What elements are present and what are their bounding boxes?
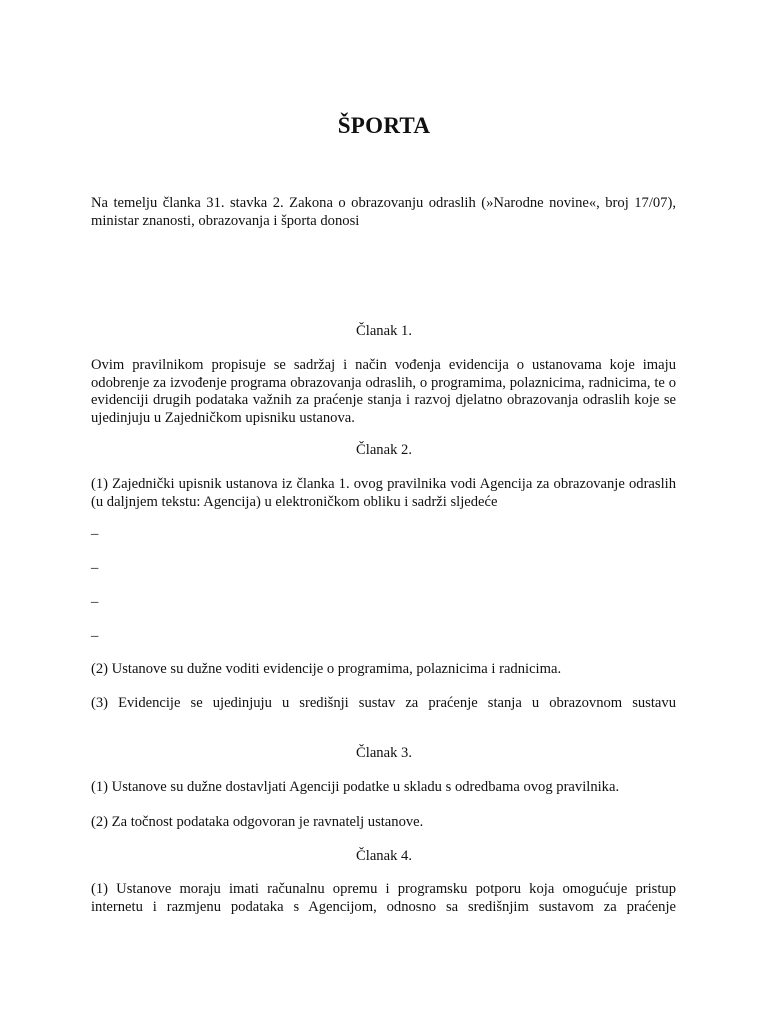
article-2-heading: Članak 2. (356, 442, 412, 458)
article-2-paragraph-3: (3) Evidencije se ujedinjuju u središnji sustav za praćenje stanja u obrazovnom sustavu (91, 695, 676, 711)
article-3-paragraph-1: (1) Ustanove su dužne dostavljati Agenciji podatke u skladu s odredbama ovog pravilnika. (91, 779, 620, 795)
list-dash: – (91, 628, 99, 644)
article-3-paragraph-2: (2) Za točnost podataka odgovoran je ravnatelj ustanove. (91, 814, 424, 830)
preamble-paragraph: Na temelju članka 31. stavka 2. Zakona o obrazovanju odraslih (»Narodne novine«, broj 17/07), ministar znanosti, obrazovanja i športa donosi (91, 195, 676, 229)
article-4-paragraph-1: (1) Ustanove moraju imati računalnu opremu i programsku potporu koja omogućuje pristup internetu i razmjenu podataka s Agencijom, odnosno sa središnjim sustavom za praćenje (91, 881, 676, 915)
article-2-paragraph-2: (2) Ustanove su dužne voditi evidencije o programima, polaznicima i radnicima. (91, 661, 562, 677)
article-3-heading: Članak 3. (356, 745, 412, 761)
article-2-paragraph-1: (1) Zajednički upisnik ustanova iz članka 1. ovog pravilnika vodi Agencija za obrazovanje odraslih (u daljnjem tekstu: Agencija) u elektroničkom obliku i sadrži sljedeće (91, 476, 676, 510)
article-4-heading: Članak 4. (356, 848, 412, 864)
article-1-paragraph: Ovim pravilnikom propisuje se sadržaj i način vođenja evidencija o ustanovama koje imaju odobrenje za izvođenje programa obrazovanja odraslih, o programima, polaznicima, radnicima, te o evidenciji drugih podataka važnih za praćenje stanja i razvoj djelatno obrazovanja odraslih koje se ujedinjuju u Zajedničkom upisniku ustanova. (91, 357, 676, 426)
article-1-heading: Članak 1. (356, 323, 412, 339)
list-dash: – (91, 594, 99, 610)
list-dash: – (91, 560, 99, 576)
list-dash: – (91, 526, 99, 542)
document-title: ŠPORTA (337, 113, 431, 138)
